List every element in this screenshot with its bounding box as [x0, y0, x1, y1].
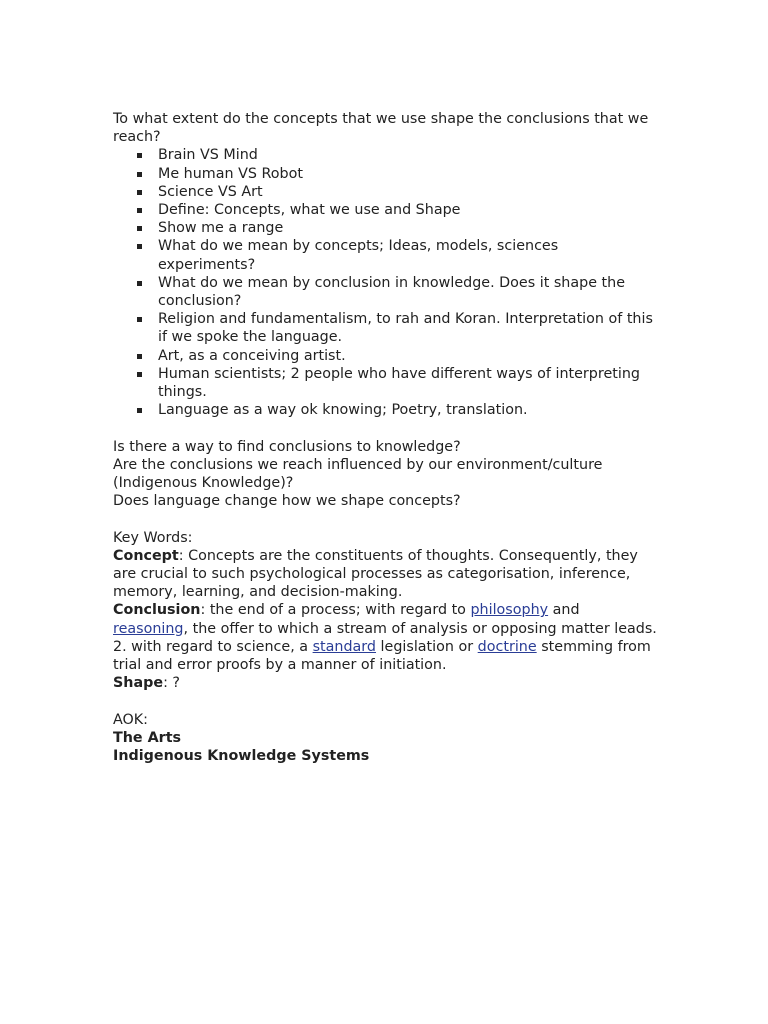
document-body: [113, 110, 658, 765]
list-item: Define: Concepts, what we use and Shape: [113, 201, 658, 219]
link-standard[interactable]: standard: [312, 638, 377, 655]
list-item: Me human VS Robot: [113, 165, 658, 183]
conclusion-text: legislation or: [376, 638, 478, 655]
link-philosophy[interactable]: philosophy: [470, 602, 549, 619]
conclusion-text: and: [548, 602, 580, 619]
concept-text: : Concepts are the constituents of thoughts. Consequently, they are crucial to such psychological processes as categorisation, inference, memory, learning, and decision-making.: [113, 547, 638, 601]
aok-item: [113, 747, 658, 765]
spacer: [113, 692, 658, 710]
aok-item-label: The Arts: [113, 729, 182, 746]
list-item: Human scientists; 2 people who have different ways of interpreting things.: [113, 365, 658, 401]
aok-item: [113, 729, 658, 747]
list-item: Religion and fundamentalism, to rah and Koran. Interpretation of this if we spoke the language.: [113, 310, 658, 346]
concept-term: Concept: [113, 547, 179, 564]
list-item: What do we mean by concepts; Ideas, models, sciences experiments?: [113, 237, 658, 273]
question-line: Does language change how we shape concepts?: [113, 493, 461, 510]
conclusion-text: stemming from trial and error proofs by a manner of initiation.: [113, 638, 651, 674]
key-words-heading: Key Words:: [113, 529, 193, 546]
intro-question: To what extent do the concepts that we use shape the conclusions that we reach?: [113, 111, 649, 146]
link-reasoning[interactable]: reasoning: [113, 620, 184, 637]
concept-definition: [113, 547, 658, 602]
shape-definition: [113, 674, 658, 692]
conclusion-text: : the end of a process; with regard to: [200, 602, 471, 619]
shape-term: Shape: [113, 675, 164, 692]
question-line: Are the conclusions we reach influenced by our environment/culture (Indigenous Knowledge)?: [113, 456, 603, 492]
aok-heading: AOK:: [113, 711, 148, 728]
aok-item-label: Indigenous Knowledge Systems: [113, 748, 370, 765]
conclusion-text: , the offer to which a stream of analysis or opposing matter leads. 2. with regard to science, a: [113, 620, 657, 655]
question-line: Is there a way to find conclusions to knowledge?: [113, 438, 461, 455]
topic-bullet-list: [113, 146, 658, 419]
list-item: Show me a range: [113, 219, 658, 237]
list-item: Science VS Art: [113, 183, 658, 201]
conclusion-term: Conclusion: [113, 602, 201, 619]
spacer: [113, 510, 658, 528]
shape-text: : ?: [163, 675, 181, 692]
list-item: Art, as a conceiving artist.: [113, 347, 658, 365]
link-doctrine[interactable]: doctrine: [477, 638, 537, 655]
spacer: [113, 419, 658, 437]
list-item: Brain VS Mind: [113, 146, 658, 164]
list-item: What do we mean by conclusion in knowledge. Does it shape the conclusion?: [113, 274, 658, 310]
list-item: Language as a way ok knowing; Poetry, translation.: [113, 401, 658, 419]
conclusion-definition: [113, 601, 658, 674]
